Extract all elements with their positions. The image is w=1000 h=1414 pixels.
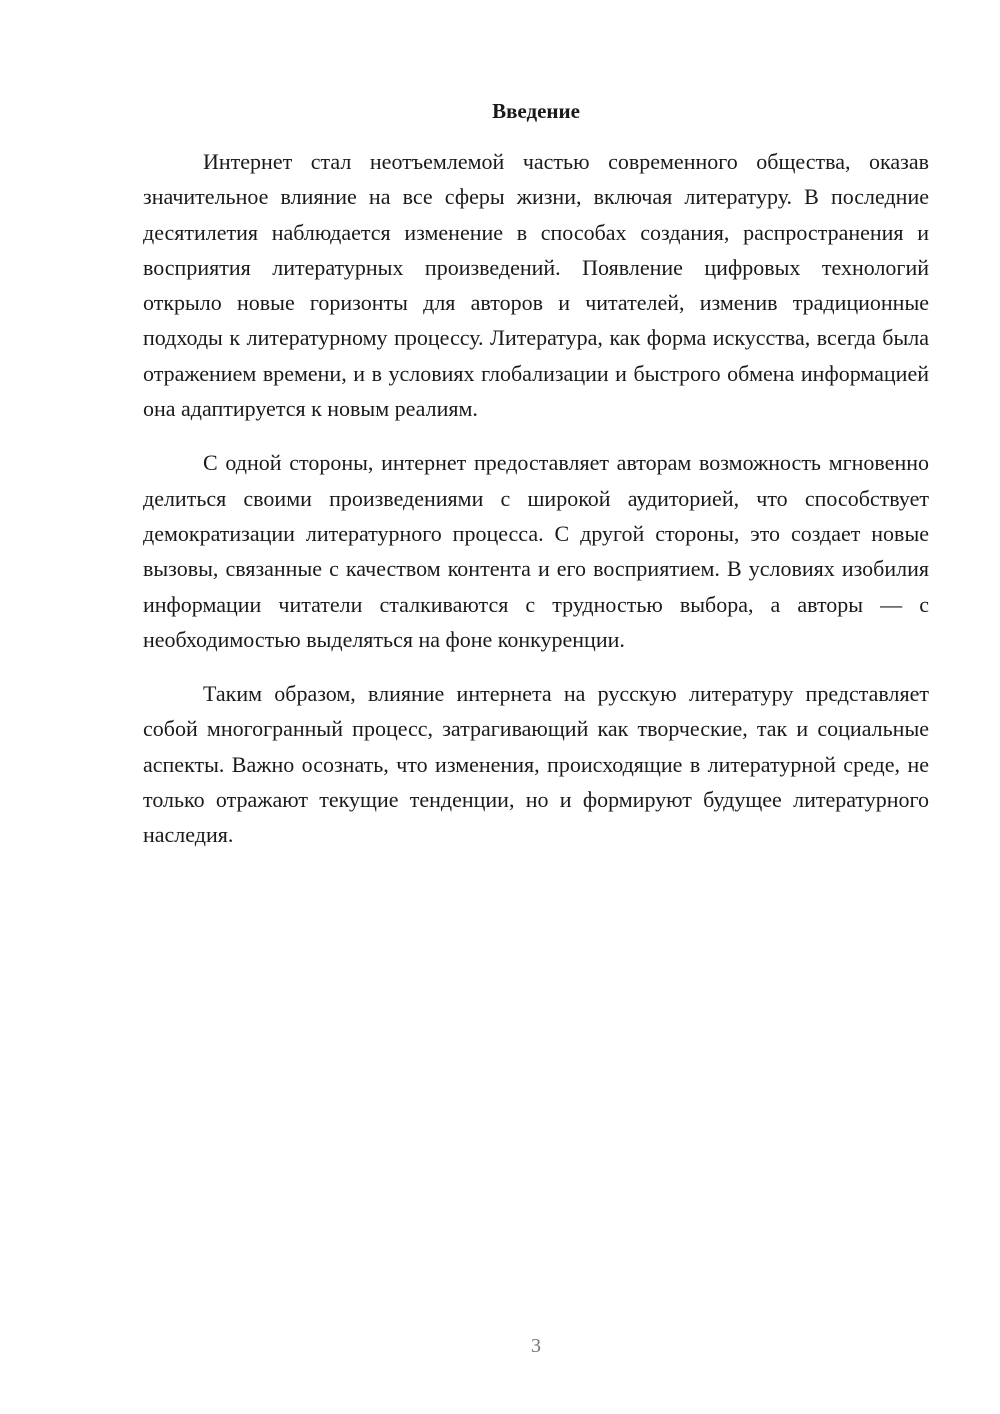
paragraph-1: Интернет стал неотъемлемой частью современного общества, оказав значительное влияние на все сферы жизни, включая литературу. В последние десятилетия наблюдается изменение в способах создания, распространения и восприятия литературных произведений. Появление цифровых технологий открыло новые горизонты для авторов и читателей, изменив традиционные подходы к литературному процессу. Литература, как форма искусства, всегда была отражением времени, и в условиях глобализации и быстрого обмена информацией она адаптируется к новым реалиям. [143, 149, 929, 422]
page-content [143, 96, 929, 853]
section-title: Введение [492, 99, 580, 123]
paragraph-2: С одной стороны, интернет предоставляет авторам возможность мгновенно делиться своими произведениями с широкой аудиторией, что способствует демократизации литературного процесса. С другой стороны, это создает новые вызовы, связанные с качеством контента и его восприятием. В условиях изобилия информации читатели сталкиваются с трудностью выбора, а авторы — с необходимостью выделяться на фоне конкуренции. [143, 450, 929, 652]
page-number: 3 [531, 1335, 541, 1357]
paragraph-3: Таким образом, влияние интернета на русскую литературу представляет собой многогранный процесс, затрагивающий как творческие, так и социальные аспекты. Важно осознать, что изменения, происходящие в литературной среде, не только отражают текущие тенденции, но и формируют будущее литературного наследия. [143, 681, 929, 848]
